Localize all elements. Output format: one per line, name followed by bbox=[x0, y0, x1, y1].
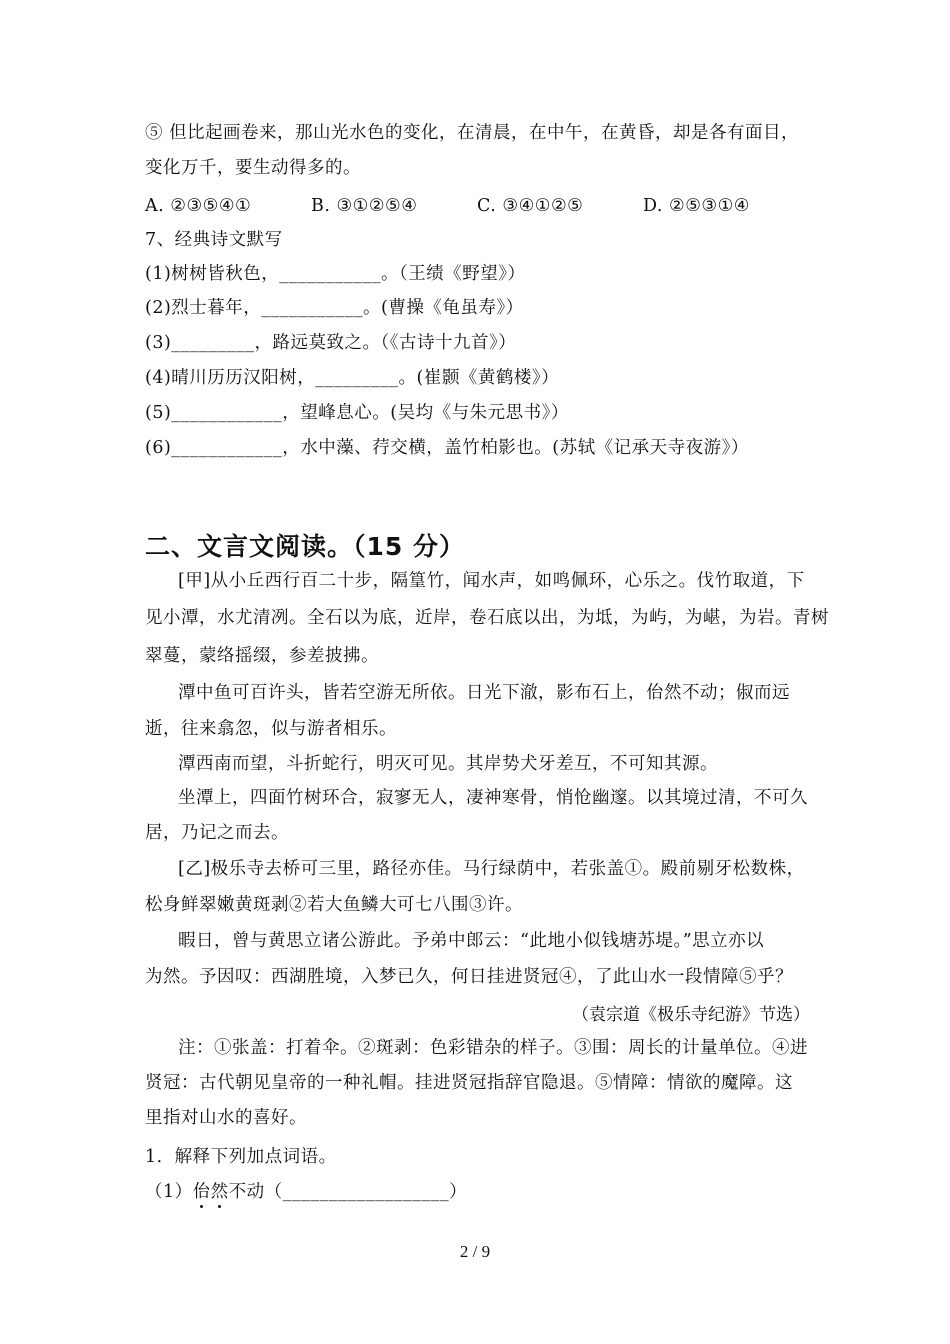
question-7-item-5: (5)____________，望峰息心。(吴均《与朱元思书》） bbox=[145, 403, 569, 423]
question-7-item-4: (4)晴川历历汉阳树，_________。(崔颢《黄鹤楼》） bbox=[145, 368, 560, 388]
emphasis-dot-icon bbox=[200, 1205, 203, 1208]
notes-line2: 贤冠：古代朝见皇帝的一种礼帽。挂进贤冠指辞官隐退。⑤情障：情欲的魔障。这 bbox=[145, 1073, 793, 1093]
passage-yi-para2-line1: 暇日，曾与黄思立诸公游此。予弟中郎云：“此地小似钱塘苏堤。”思立亦以 bbox=[178, 931, 765, 951]
answer-option-b: B. ③①②⑤④ bbox=[311, 196, 418, 216]
question-1-title: 1．解释下列加点词语。 bbox=[145, 1147, 337, 1167]
emphasis-dot-icon bbox=[218, 1205, 221, 1208]
question-7-item-1: (1)树树皆秋色，___________。（王绩《野望》） bbox=[145, 264, 526, 284]
question-1-item-1: （1）佁然不动（__________________） bbox=[145, 1182, 468, 1202]
page-number: 2 / 9 bbox=[459, 1242, 491, 1261]
passage-jia-para1-line2: 见小潭，水尤清冽。全石以为底，近岸，卷石底以出，为坻，为屿，为嵁，为岩。青树 bbox=[145, 608, 829, 628]
passage-jia-para4-line2: 居，乃记之而去。 bbox=[145, 823, 289, 843]
question-6-option-5-line1: ⑤ 但比起画卷来，那山光水色的变化，在清晨，在中午，在黄昏，却是各有面目， bbox=[145, 123, 800, 143]
question-7-title: 7、经典诗文默写 bbox=[145, 230, 283, 250]
passage-jia-para1-line3: 翠蔓，蒙络摇缀，参差披拂。 bbox=[145, 646, 379, 666]
passage-yi-para1-line2: 松身鲜翠嫩黄斑剥②若大鱼鳞大可七八围③许。 bbox=[145, 895, 523, 915]
question-7-item-2: (2)烈士暮年，___________。(曹操《龟虽寿》） bbox=[145, 298, 524, 318]
passage-source: （袁宗道《极乐寺纪游》节选） bbox=[572, 1005, 810, 1025]
notes-line3: 里指对山水的喜好。 bbox=[145, 1108, 307, 1128]
question-6-option-5-line2: 变化万千，要生动得多的。 bbox=[145, 158, 361, 178]
question-6-answer-options bbox=[145, 194, 815, 218]
passage-jia-para1-line1: [甲]从小丘西行百二十步，隔篁竹，闻水声，如鸣佩环，心乐之。伐竹取道，下 bbox=[178, 571, 805, 591]
passage-jia-para2-line2: 逝，往来翕忽，似与游者相乐。 bbox=[145, 719, 397, 739]
answer-option-c: C. ③④①②⑤ bbox=[477, 196, 584, 216]
passage-jia-para4-line1: 坐潭上，四面竹树环合，寂寥无人，凄神寒骨，悄怆幽邃。以其境过清，不可久 bbox=[178, 788, 808, 808]
passage-jia-para2-line1: 潭中鱼可百许头，皆若空游无所依。日光下澈，影布石上，佁然不动；俶而远 bbox=[178, 683, 790, 703]
question-7-item-6: (6)____________，水中藻、荇交横，盖竹柏影也。(苏轼《记承天寺夜游》） bbox=[145, 438, 749, 458]
passage-yi-para2-line2: 为然。予因叹：西湖胜境，入梦已久，何日挂进贤冠④，了此山水一段情障⑤乎？ bbox=[145, 967, 793, 987]
section-2-heading: 二、文言文阅读。（15 分） bbox=[145, 532, 465, 561]
question-7-item-3: (3)_________，路远莫致之。（《古诗十九首》） bbox=[145, 333, 517, 353]
passage-yi-para1-line1: [乙]极乐寺去桥可三里，路径亦佳。马行绿荫中，若张盖①。殿前剔牙松数株， bbox=[178, 859, 805, 879]
answer-option-d: D. ②⑤③①④ bbox=[643, 196, 750, 216]
notes-line1: 注：①张盖：打着伞。②斑剥：色彩错杂的样子。③围：周长的计量单位。④进 bbox=[178, 1038, 808, 1058]
passage-jia-para3: 潭西南而望，斗折蛇行，明灭可见。其岸势犬牙差互，不可知其源。 bbox=[178, 754, 718, 774]
answer-option-a: A. ②③⑤④① bbox=[145, 196, 252, 216]
